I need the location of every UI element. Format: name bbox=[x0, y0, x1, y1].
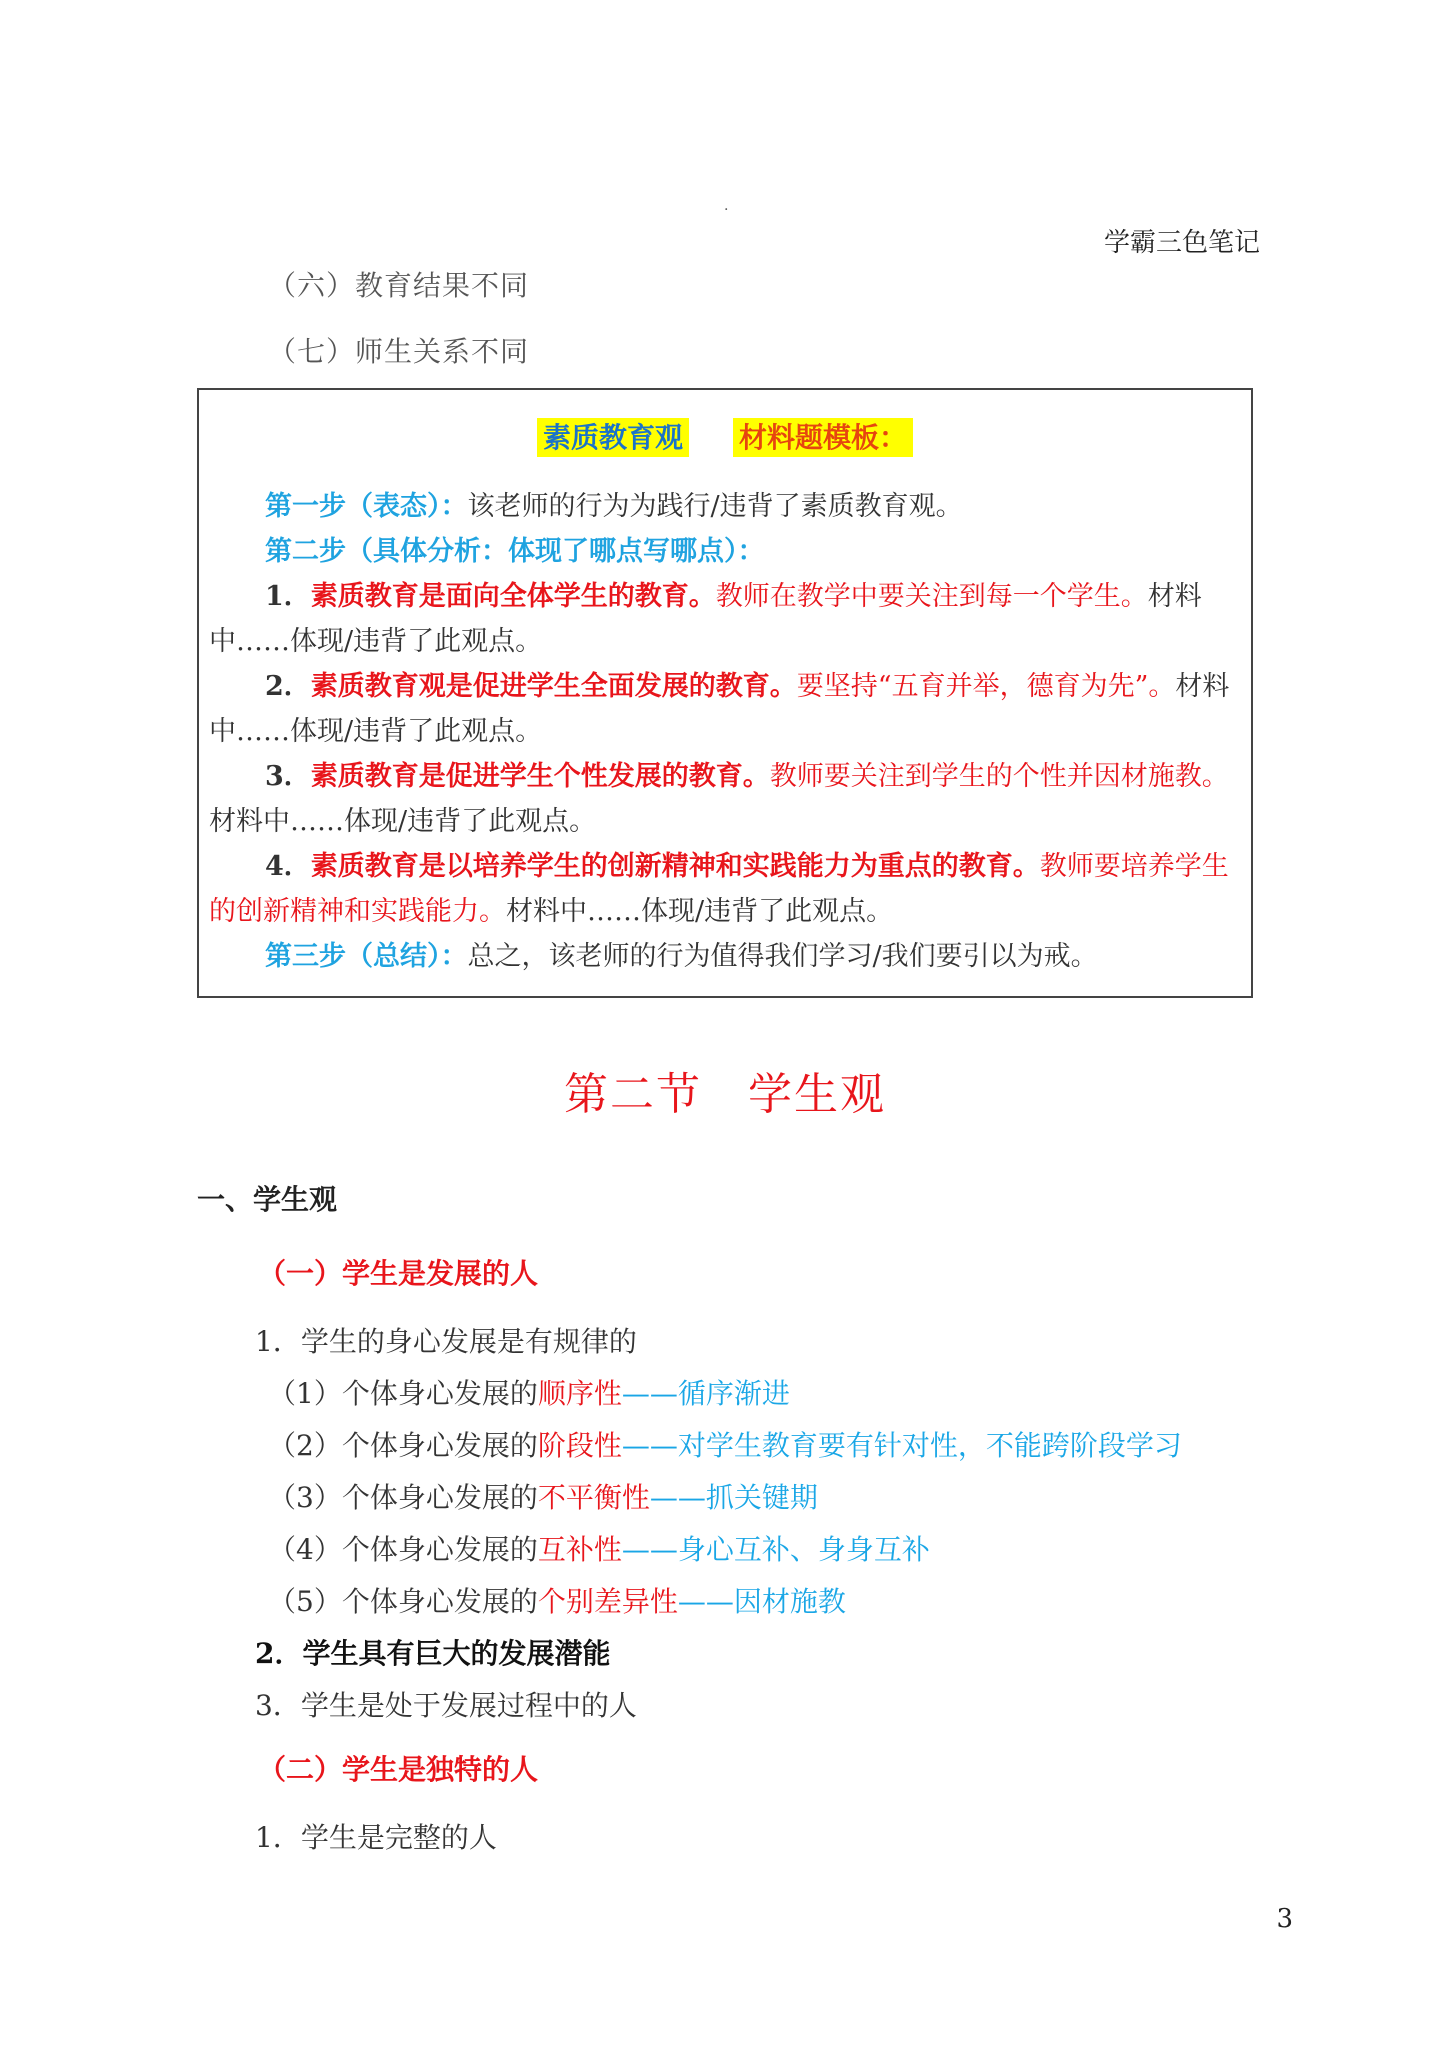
template-box bbox=[197, 388, 1253, 998]
page-number: 3 bbox=[1276, 1904, 1293, 1934]
outline-item-6: （六）教育结果不同 bbox=[268, 269, 530, 302]
list-item: 2．学生具有巨大的发展潜能 bbox=[255, 1637, 611, 1670]
subheading-developing-person: （一）学生是发展的人 bbox=[258, 1257, 539, 1290]
point-4 bbox=[209, 844, 1241, 934]
point-1 bbox=[209, 574, 1241, 664]
list-item: （5）个体身心发展的个别差异性——因材施教 bbox=[268, 1585, 846, 1618]
point-2 bbox=[209, 664, 1241, 754]
step3-label: 第三步（总结）： bbox=[265, 941, 468, 972]
box-title-quality: 素质教育观 bbox=[537, 418, 689, 457]
point-3-red: 教师要关注到学生的个性并因材施教。 bbox=[769, 761, 1229, 792]
step1-text: 该老师的行为为践行/违背了素质教育观。 bbox=[467, 491, 963, 522]
list-item: 1．学生是完整的人 bbox=[255, 1821, 497, 1854]
point-3-num: 3． bbox=[265, 761, 311, 792]
list-item: （2）个体身心发展的阶段性——对学生教育要有针对性，不能跨阶段学习 bbox=[268, 1429, 1182, 1462]
point-1-tail: 材料中……体现/违背了此观点。 bbox=[209, 581, 1202, 657]
point-1-num: 1． bbox=[265, 581, 311, 612]
list-item: （1）个体身心发展的顺序性——循序渐进 bbox=[268, 1377, 790, 1410]
step3-line bbox=[209, 934, 1241, 979]
point-4-tail: 材料中……体现/违背了此观点。 bbox=[506, 896, 894, 927]
point-3 bbox=[209, 754, 1241, 844]
point-4-red: 教师要培养学生的创新精神和实践能力。 bbox=[209, 851, 1229, 927]
point-2-red: 要坚持“五育并举，德育为先”。 bbox=[796, 671, 1176, 702]
section-title: 第二节 学生观 bbox=[564, 1069, 886, 1120]
step2-line bbox=[209, 529, 1241, 574]
point-4-bold: 素质教育是以培养学生的创新精神和实践能力为重点的教育。 bbox=[310, 851, 1040, 882]
outline-item-7: （七）师生关系不同 bbox=[268, 335, 530, 368]
header-dot: . bbox=[724, 198, 729, 214]
header-title: 学霸三色笔记 bbox=[1103, 228, 1260, 258]
list-item: 1．学生的身心发展是有规律的 bbox=[255, 1325, 637, 1358]
list-item: （3）个体身心发展的不平衡性——抓关键期 bbox=[268, 1481, 818, 1514]
step1-line bbox=[209, 484, 1241, 529]
step1-label: 第一步（表态）： bbox=[265, 491, 468, 522]
box-title bbox=[199, 416, 1251, 456]
point-2-bold: 素质教育观是促进学生全面发展的教育。 bbox=[310, 671, 797, 702]
step2-label: 第二步（具体分析：体现了哪点写哪点）： bbox=[265, 536, 765, 567]
box-title-template: 材料题模板： bbox=[733, 418, 913, 457]
point-1-bold: 素质教育是面向全体学生的教育。 bbox=[310, 581, 716, 612]
list-item: （4）个体身心发展的互补性——身心互补、身身互补 bbox=[268, 1533, 930, 1566]
point-3-bold: 素质教育是促进学生个性发展的教育。 bbox=[310, 761, 770, 792]
point-4-num: 4． bbox=[265, 851, 311, 882]
point-1-red: 教师在教学中要关注到每一个学生。 bbox=[715, 581, 1148, 612]
point-2-num: 2． bbox=[265, 671, 311, 702]
step3-text: 总之，该老师的行为值得我们学习/我们要引以为戒。 bbox=[467, 941, 1098, 972]
point-2-tail: 材料中……体现/违背了此观点。 bbox=[209, 671, 1230, 747]
heading-student-view: 一、学生观 bbox=[197, 1183, 338, 1216]
subheading-unique-person: （二）学生是独特的人 bbox=[258, 1753, 539, 1786]
list-item: 3．学生是处于发展过程中的人 bbox=[255, 1689, 637, 1722]
point-3-tail: 材料中……体现/违背了此观点。 bbox=[209, 806, 597, 837]
